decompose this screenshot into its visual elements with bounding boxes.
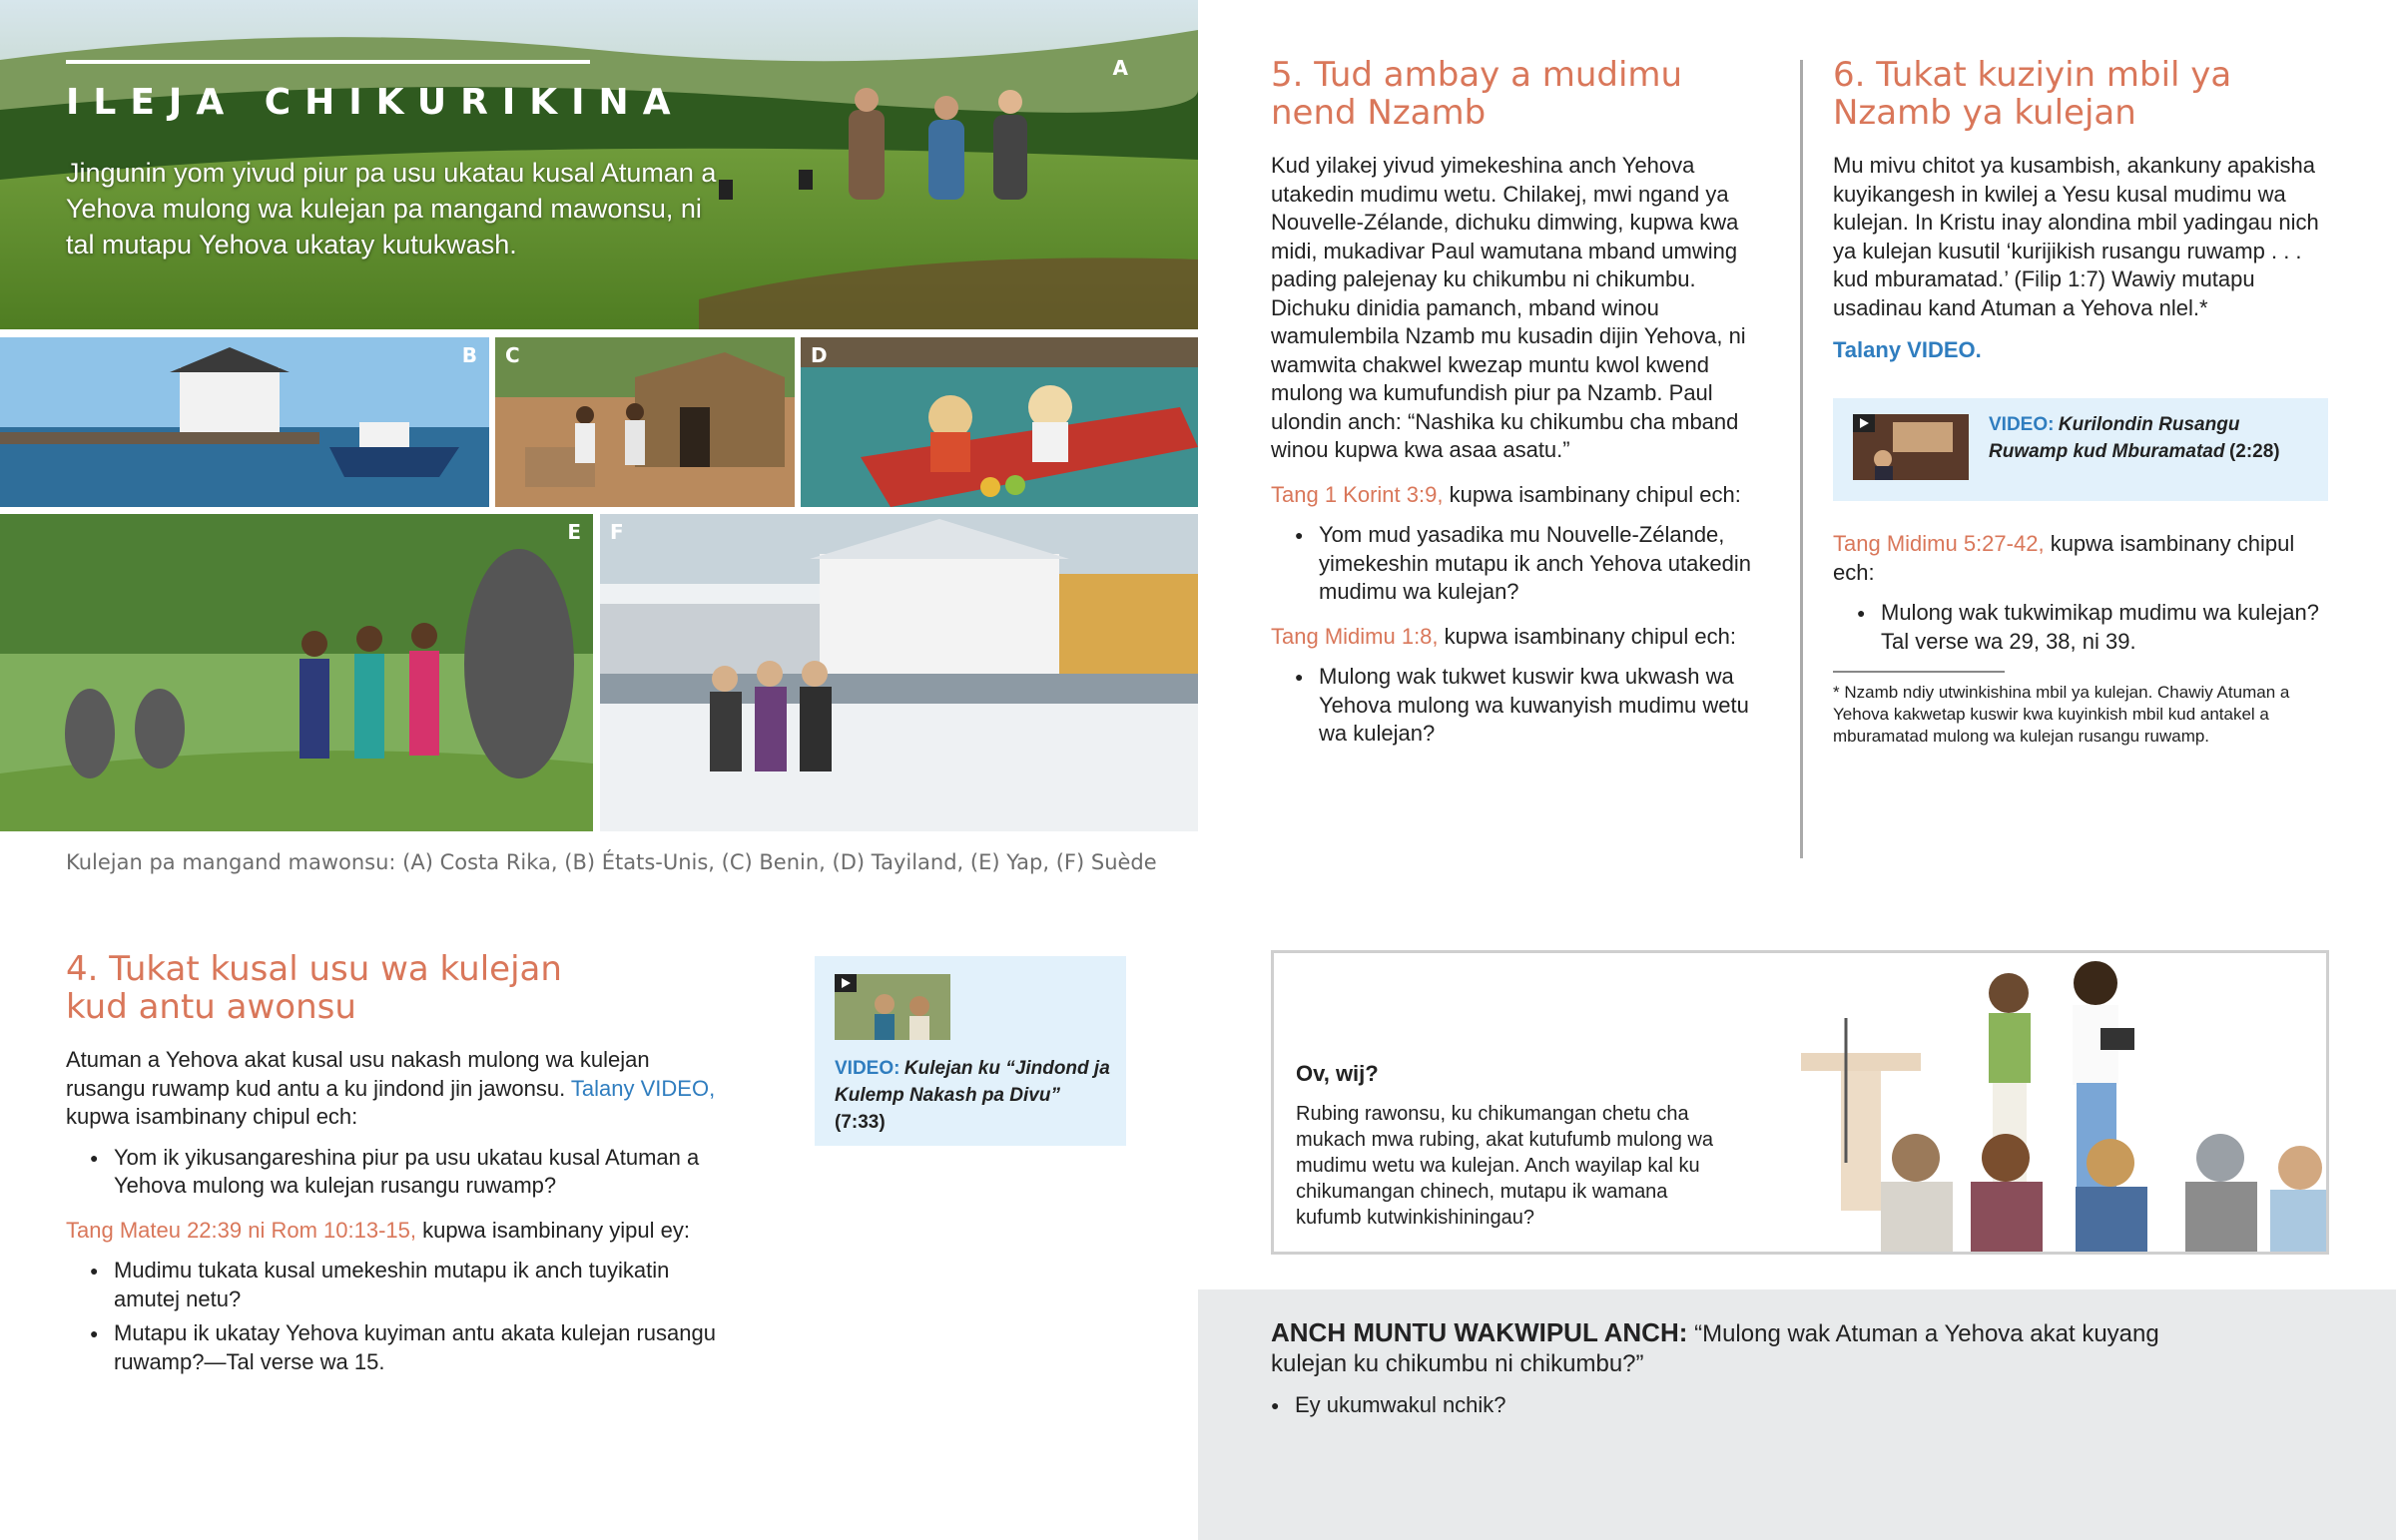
meeting-illustration [1771, 953, 2326, 1252]
section-5-question-2: ● Mulong wak tukwet kuswir kwa ukwash wa Yehova mulong wa kuwanyish mudimu wetu wa kulejan? [1271, 663, 1770, 749]
section-5-heading [1271, 56, 1770, 132]
section-4-heading [66, 950, 725, 1026]
photo-d-thailand [801, 337, 1198, 507]
video-label: VIDEO: [1989, 414, 2055, 435]
section-4-question-3: ● Mutapu ik ukatay Yehova kuyiman antu akata kulejan rusangu ruwamp?—Tal verse wa 15. [66, 1319, 725, 1376]
section-5-reading-2 [1271, 623, 1770, 652]
section-5-heading-line1: 5. Tud ambay a mudimu [1271, 55, 1683, 95]
section-6-heading [1833, 56, 2332, 132]
section-5-reading-1-after: kupwa isambinany chipul ech: [1449, 481, 1741, 507]
section-6-reading [1833, 530, 2332, 662]
section-6-scripture-ref[interactable]: Tang Midimu 5:27-42, [1833, 531, 2045, 556]
section-5-scripture-ref-1[interactable]: Tang 1 Korint 3:9, [1271, 481, 1444, 507]
footnote-rule [1833, 671, 2005, 673]
section-5-paragraph: Kud yilakej yivud yimekeshina anch Yehova utakedin mudimu wetu. Chilakej, mwi ngand ya Nouvelle-Zélande, dichuku dimwing, kupwa kwa midi, mukadivar Paul wamutana mband umwing pading palejenay ku chikumbu ni chikumbu. Dichuku dinidia pamanch, mband winou wamulembila Nzamb mu kusadin dijin Yehova, ni wamwita chakwel kwezap muntu kwol kwend mulong wa kumufundish piur pa Nzamb. Paul ulondin anch: “Nashika ku chikumbu cha mband winou kupwa kwa asaa asatu.” [1271, 153, 1746, 462]
section-4-para-text: Atuman a Yehova akat kusal usu nakash mulong wa kulejan rusangu ruwamp kud antu a ku jindond jin jawonsu. [66, 1047, 650, 1101]
section-5 [1271, 56, 1770, 755]
section-5-scripture-ref-2[interactable]: Tang Midimu 1:8, [1271, 623, 1439, 649]
section-6-paragraph: Mu mivu chitot ya kusambish, akankuny apakisha kuyikangesh in kwilej a Yesu kusal mudimu wa kulejan. In Kristu inay alondina mbil yadingau nich ya kulejan kusutil ‘kurijikish rusangu ruwamp . . . kud mburamatad.’ (Filip 1:7) Wawiy mutapu usadinau kand Atuman a Yehova nlel.* [1833, 153, 2319, 320]
objection-text [1271, 1317, 2169, 1379]
section-4-question-1: ● Yom ik yikusangareshina piur pa usu ukatau kusal Atuman a Yehova mulong wa kulejan rusangu ruwamp? [66, 1144, 725, 1201]
objection-quote: “Mulong wak Atuman a Yehova akat kuyang kulejan ku chikumbu ni chikumbu?” [1271, 1320, 2159, 1377]
photo-label-a: A [1112, 56, 1128, 80]
section-6-question-1: ● Mulong wak tukwimikap mudimu wa kulejan? Tal verse wa 29, 38, ni 39. [1833, 599, 2332, 656]
section-6-footnote: * Nzamb ndiy utwinkishina mbil ya kulejan. Chawiy Atuman a Yehova kakwetap kuswir kwa kuyinkish mbil kud antakel a mburamatad mulong wa kulejan rusangu ruwamp. [1833, 683, 2290, 746]
video-thumbnail[interactable] [835, 974, 950, 1040]
video-label: VIDEO: [835, 1058, 900, 1079]
did-you-know-text: Rubing rawonsu, ku chikumangan chetu cha mukach mwa rubing, akat kutufumb mulong wa mudimu wetu wa kulejan. Anch wayilap kal ku chikumangan chinech, mutapu ik wamana kufumb kutwinkishiningau? [1296, 1103, 1713, 1229]
section-6-video-card[interactable] [1833, 398, 2328, 501]
section-4-paragraph [66, 1046, 725, 1132]
section-4 [66, 950, 725, 1382]
photo-c-benin [495, 337, 795, 507]
section-4-reading-after: kupwa isambinany yipul ey: [422, 1217, 690, 1243]
section-4-video-link[interactable]: Talany VIDEO, [570, 1075, 716, 1101]
section-4-scripture-ref[interactable]: Tang Mateu 22:39 ni Rom 10:13-15, [66, 1217, 417, 1243]
hero-rule [66, 60, 590, 64]
photo-label-d: D [811, 343, 828, 367]
section-4-heading-line1: 4. Tukat kusal usu wa kulejan [66, 949, 562, 989]
video-title[interactable]: Kurilondin Rusangu Ruwamp kud Mburamatad [1989, 414, 2240, 462]
photo-f-sweden [600, 514, 1198, 831]
photo-caption: Kulejan pa mangand mawonsu: (A) Costa Rika, (B) États-Unis, (C) Benin, (D) Tayiland, (E) Yap, (F) Suède [66, 850, 1157, 874]
section-4-reading [66, 1217, 725, 1246]
hero-intro: Jingunin yom yivud piur pa usu ukatau kusal Atuman a Yehova mulong wa kulejan pa mangand mawonsu, ni tal mutapu Yehova ukatay kutukwash. [66, 158, 717, 259]
video-duration: (7:33) [835, 1112, 886, 1133]
objection-label: ANCH MUNTU WAKWIPUL ANCH: [1271, 1317, 1688, 1347]
section-4-video-card[interactable] [815, 956, 1126, 1146]
section-4-para-after: kupwa isambinany chipul ech: [66, 1104, 358, 1129]
photo-b-usa [0, 337, 489, 507]
section-5-heading-line2: nend Nzamb [1271, 93, 1487, 133]
did-you-know-title: Ov, wij? [1296, 1061, 1379, 1086]
did-you-know-box [1271, 950, 2329, 1255]
section-6-video-cta[interactable]: Talany VIDEO. [1833, 337, 1982, 362]
section-6 [1833, 56, 2332, 365]
section-6-heading-line2: Nzamb ya kulejan [1833, 93, 2136, 133]
video-title[interactable]: Kulejan ku “Jindond ja Kulemp Nakash pa Divu” [835, 1058, 1110, 1106]
section-5-question-1: ● Yom mud yasadika mu Nouvelle-Zélande, yimekeshin mutapu ik anch Yehova utakedin mudimu wa kulejan? [1271, 521, 1770, 607]
photo-e-yap [0, 514, 593, 831]
photo-label-b: B [461, 343, 477, 367]
photo-label-f: F [610, 520, 624, 544]
section-5-reading-1 [1271, 481, 1770, 510]
section-5-reading-2-after: kupwa isambinany chipul ech: [1444, 623, 1736, 649]
section-6-heading-line1: 6. Tukat kuziyin mbil ya [1833, 55, 2232, 95]
objection-question: ● Ey ukumwakul nchik? [1247, 1391, 2145, 1420]
column-divider [1800, 60, 1803, 858]
photo-label-c: C [505, 343, 520, 367]
video-thumbnail[interactable] [1853, 414, 1969, 480]
objection-panel [1198, 1289, 2396, 1540]
hero-title: ILEJA CHIKURIKINA [66, 82, 685, 123]
section-4-heading-line2: kud antu awonsu [66, 987, 356, 1027]
video-duration: (2:28) [2228, 441, 2280, 462]
photo-label-e: E [567, 520, 581, 544]
section-4-question-2: ● Mudimu tukata kusal umekeshin mutapu ik anch tuyikatin amutej netu? [66, 1257, 725, 1313]
section-6-reading-after: kupwa isambinany chipul ech: [1833, 531, 2295, 585]
